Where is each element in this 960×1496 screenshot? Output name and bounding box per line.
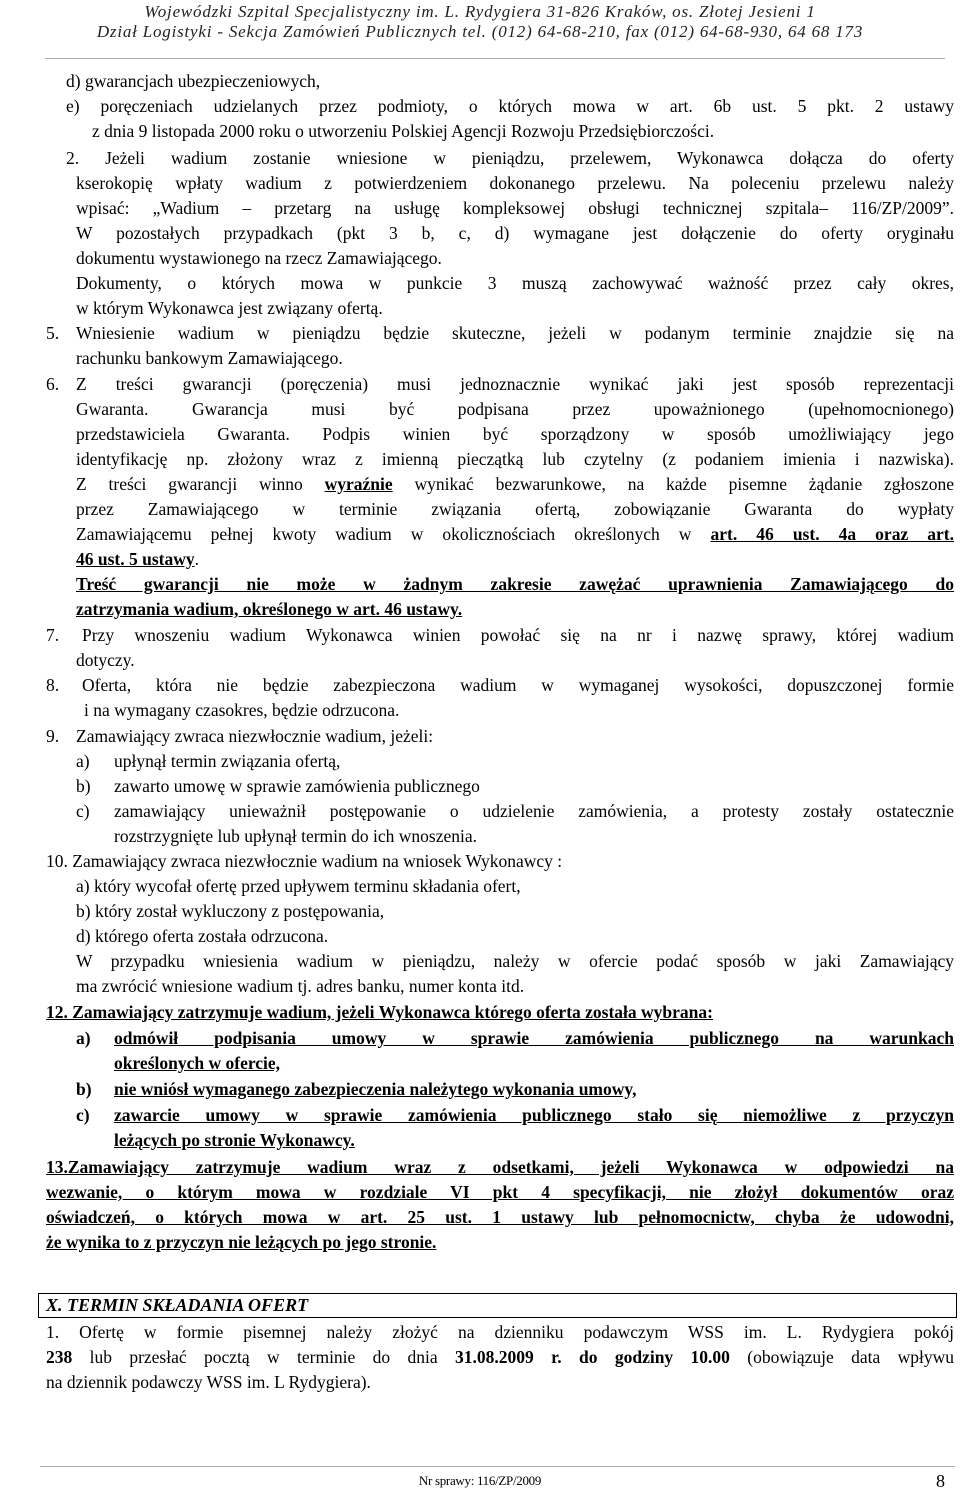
item-number-8: 8. xyxy=(46,675,60,695)
text-run: . xyxy=(194,549,200,569)
paragraph-6-line-5 xyxy=(76,473,954,495)
paragraph-10-note-1: W przypadku wniesienia wadium w pieniądzu, należy w ofercie podać sposób w jaki Zamawiający xyxy=(76,951,954,971)
text-run: Z treści gwarancji winno xyxy=(76,474,325,494)
paragraph-7-line-2: dotyczy. xyxy=(76,650,135,670)
list-item-d: d) gwarancjach ubezpieczeniowych, xyxy=(66,71,321,91)
paragraph-2-line-2: kserokopię wpłaty wadium z potwierdzeniem dokonanego przelewu. Na poleceniu przelewu należy xyxy=(76,173,954,193)
list-marker: b) xyxy=(76,1079,92,1099)
list-item-10b: b) który został wykluczony z postępowania, xyxy=(76,901,385,921)
deadline-date: 31.08.2009 r. xyxy=(455,1347,562,1367)
paragraph-6-line-10: zatrzymania wadium, określonego w art. 46 ustawy. xyxy=(76,599,463,619)
list-item-12c-cont: leżących po stronie Wykonawcy. xyxy=(114,1130,355,1150)
emphasis-wyraznie: wyraźnie xyxy=(324,474,393,494)
footer-divider xyxy=(40,1466,955,1467)
paragraph-5-line-2: rachunku bankowym Zamawiającego. xyxy=(76,348,343,368)
legal-reference: 46 ust. 5 ustawy xyxy=(76,549,195,569)
paragraph-12-line-1: 12. Zamawiający zatrzymuje wadium, jeżeli Wykonawca którego oferta została wybrana: xyxy=(46,1002,713,1022)
paragraph-13-line-1: 13.Zamawiający zatrzymuje wadium wraz z odsetkami, jeżeli Wykonawca w odpowiedzi na xyxy=(46,1157,954,1177)
paragraph-6-line-9: Treść gwarancji nie może w żadnym zakresie zawężać uprawnienia Zamawiającego do xyxy=(76,574,954,594)
item-number-7: 7. xyxy=(46,625,60,645)
paragraph-2-line-4: W pozostałych przypadkach (pkt 3 b, c, d) wymagane jest dołączenie do oferty oryginału xyxy=(76,223,954,243)
list-item-9b: zawarto umowę w sprawie zamówienia publicznego xyxy=(114,776,480,796)
header-line-1: Wojewódzki Szpital Specjalistyczny im. L. Rydygiera 31-826 Kraków, os. Złotej Jesieni 1 xyxy=(144,2,816,21)
page-number: 8 xyxy=(936,1471,945,1491)
text-run xyxy=(562,1347,579,1367)
list-item-10a: a) który wycofał ofertę przed upływem terminu składania ofert, xyxy=(76,876,521,896)
list-item-12c: zawarcie umowy w sprawie zamówienia publicznego stało się niemożliwe z przyczyn xyxy=(114,1105,954,1125)
header-line-2: Dział Logistyki - Sekcja Zamówień Publicznych tel. (012) 64-68-210, fax (012) 64-68-930, 64 68 173 xyxy=(96,22,864,41)
paragraph-6-line-8 xyxy=(76,548,199,570)
paragraph-13-line-4: że wynika to z przyczyn nie leżących po jego stronie. xyxy=(46,1232,437,1252)
list-item-e-cont: z dnia 9 listopada 2000 roku o utworzeniu Polskiej Agencji Rozwoju Przedsiębiorczości. xyxy=(92,121,715,141)
section-paragraph-line-3: na dziennik podawczy WSS im. L Rydygiera). xyxy=(46,1372,371,1392)
section-paragraph-line-2 xyxy=(46,1346,954,1368)
paragraph-10-note-2: ma zwrócić wniesione wadium tj. adres banku, numer konta itd. xyxy=(76,976,525,996)
list-marker: a) xyxy=(76,1028,91,1048)
paragraph-6-line-1: Z treści gwarancji (poręczenia) musi jednoznacznie wynikać jaki jest sposób reprezentacji xyxy=(76,374,954,394)
section-paragraph-line-1: 1. Ofertę w formie pisemnej należy złożyć na dzienniku podawczym WSS im. L. Rydygiera pokój xyxy=(46,1322,954,1342)
paragraph-7-line-1: Przy wnoszeniu wadium Wykonawca winien powołać się na nr i nazwę sprawy, której wadium xyxy=(82,625,954,645)
deadline-time: do godziny 10.00 xyxy=(579,1347,730,1367)
paragraph-8-line-2: i na wymagany czasokres, będzie odrzucona. xyxy=(84,700,400,720)
list-marker: a) xyxy=(76,751,90,771)
list-item-12a-cont: określonych w ofercie, xyxy=(114,1053,281,1073)
list-item-9c-cont: rozstrzygnięte lub upłynął termin do ich wnoszenia. xyxy=(114,826,478,846)
item-number-5: 5. xyxy=(46,323,60,343)
paragraph-2-line-1: 2. Jeżeli wadium zostanie wniesione w pieniądzu, przelewem, Wykonawca dołącza do oferty xyxy=(66,148,954,168)
paragraph-2-line-3: wpisać: „Wadium – przetarg na usługę kompleksowej obsługi technicznej szpitala– 116/ZP/2009”. xyxy=(76,198,954,218)
paragraph-6-line-7 xyxy=(76,523,954,545)
paragraph-6-line-4: identyfikację np. złożony wraz z imienną pieczątką lub czytelny (z podaniem imienia i nazwiska). xyxy=(76,449,954,469)
list-marker: c) xyxy=(76,1105,90,1125)
list-item-9c: zamawiający unieważnił postępowanie o udzielenie zamówienia, a protesty zostały ostatecznie xyxy=(114,801,954,821)
paragraph-2-line-6: Dokumenty, o których mowa w punkcie 3 muszą zachowywać ważność przez cały okres, xyxy=(76,273,954,293)
paragraph-13-line-2: wezwanie, o którym mowa w rozdziale VI pkt 4 specyfikacji, nie złożył dokumentów oraz xyxy=(46,1182,954,1202)
text-run: wynikać bezwarunkowe, na każde pisemne żądanie zgłoszone xyxy=(392,474,955,494)
list-marker: c) xyxy=(76,801,90,821)
paragraph-2-line-7: w którym Wykonawca jest związany ofertą. xyxy=(76,298,383,318)
paragraph-9-line-1: Zamawiający zwraca niezwłocznie wadium, jeżeli: xyxy=(76,726,434,746)
text-run: (obowiązuje data wpływu xyxy=(729,1347,955,1367)
paragraph-2-line-5: dokumentu wystawionego na rzecz Zamawiającego. xyxy=(76,248,442,268)
list-item-12b: nie wniósł wymaganego zabezpieczenia należytego wykonania umowy, xyxy=(114,1079,637,1099)
list-item-e: e) poręczeniach udzielanych przez podmioty, o których mowa w art. 6b ust. 5 pkt. 2 ustawy xyxy=(66,96,954,116)
paragraph-6-line-6: przez Zamawiającego w terminie związania ofertą, zobowiązanie Gwaranta do wypłaty xyxy=(76,499,954,519)
header-divider xyxy=(45,58,945,59)
room-number: 238 xyxy=(46,1347,73,1367)
paragraph-5-line-1: Wniesienie wadium w pieniądzu będzie skuteczne, jeżeli w podanym terminie znajdzie się na xyxy=(76,323,954,343)
paragraph-10-line-1: 10. Zamawiający zwraca niezwłocznie wadium na wniosek Wykonawcy : xyxy=(46,851,563,871)
paragraph-6-line-2: Gwaranta. Gwarancja musi być podpisana przez upoważnionego (upełnomocnionego) xyxy=(76,399,954,419)
item-number-9: 9. xyxy=(46,726,60,746)
list-marker: b) xyxy=(76,776,91,796)
item-number-6: 6. xyxy=(46,374,60,394)
case-number: Nr sprawy: 116/ZP/2009 xyxy=(418,1473,542,1488)
paragraph-13-line-3: oświadczeń, o których mowa w art. 25 ust. 1 ustawy lub pełnomocnictw, chyba że udowodni, xyxy=(46,1207,954,1227)
paragraph-6-line-3: przedstawiciela Gwaranta. Podpis winien być sporządzony w sposób umożliwiający jego xyxy=(76,424,954,444)
paragraph-8-line-1: Oferta, która nie będzie zabezpieczona wadium w wymaganej wysokości, dopuszczonej formie xyxy=(82,675,954,695)
text-run: Zamawiającemu pełnej kwoty wadium w okolicznościach określonych w xyxy=(76,524,711,544)
list-item-9a: upłynął termin związania ofertą, xyxy=(114,751,341,771)
section-title: X. TERMIN SKŁADANIA OFERT xyxy=(46,1295,309,1315)
legal-reference: art. 46 ust. 4a oraz art. xyxy=(710,524,954,544)
list-item-10d: d) którego oferta została odrzucona. xyxy=(76,926,329,946)
list-item-12a: odmówił podpisania umowy w sprawie zamówienia publicznego na warunkach xyxy=(114,1028,954,1048)
text-run: lub przesłać pocztą w terminie do dnia xyxy=(72,1347,455,1367)
